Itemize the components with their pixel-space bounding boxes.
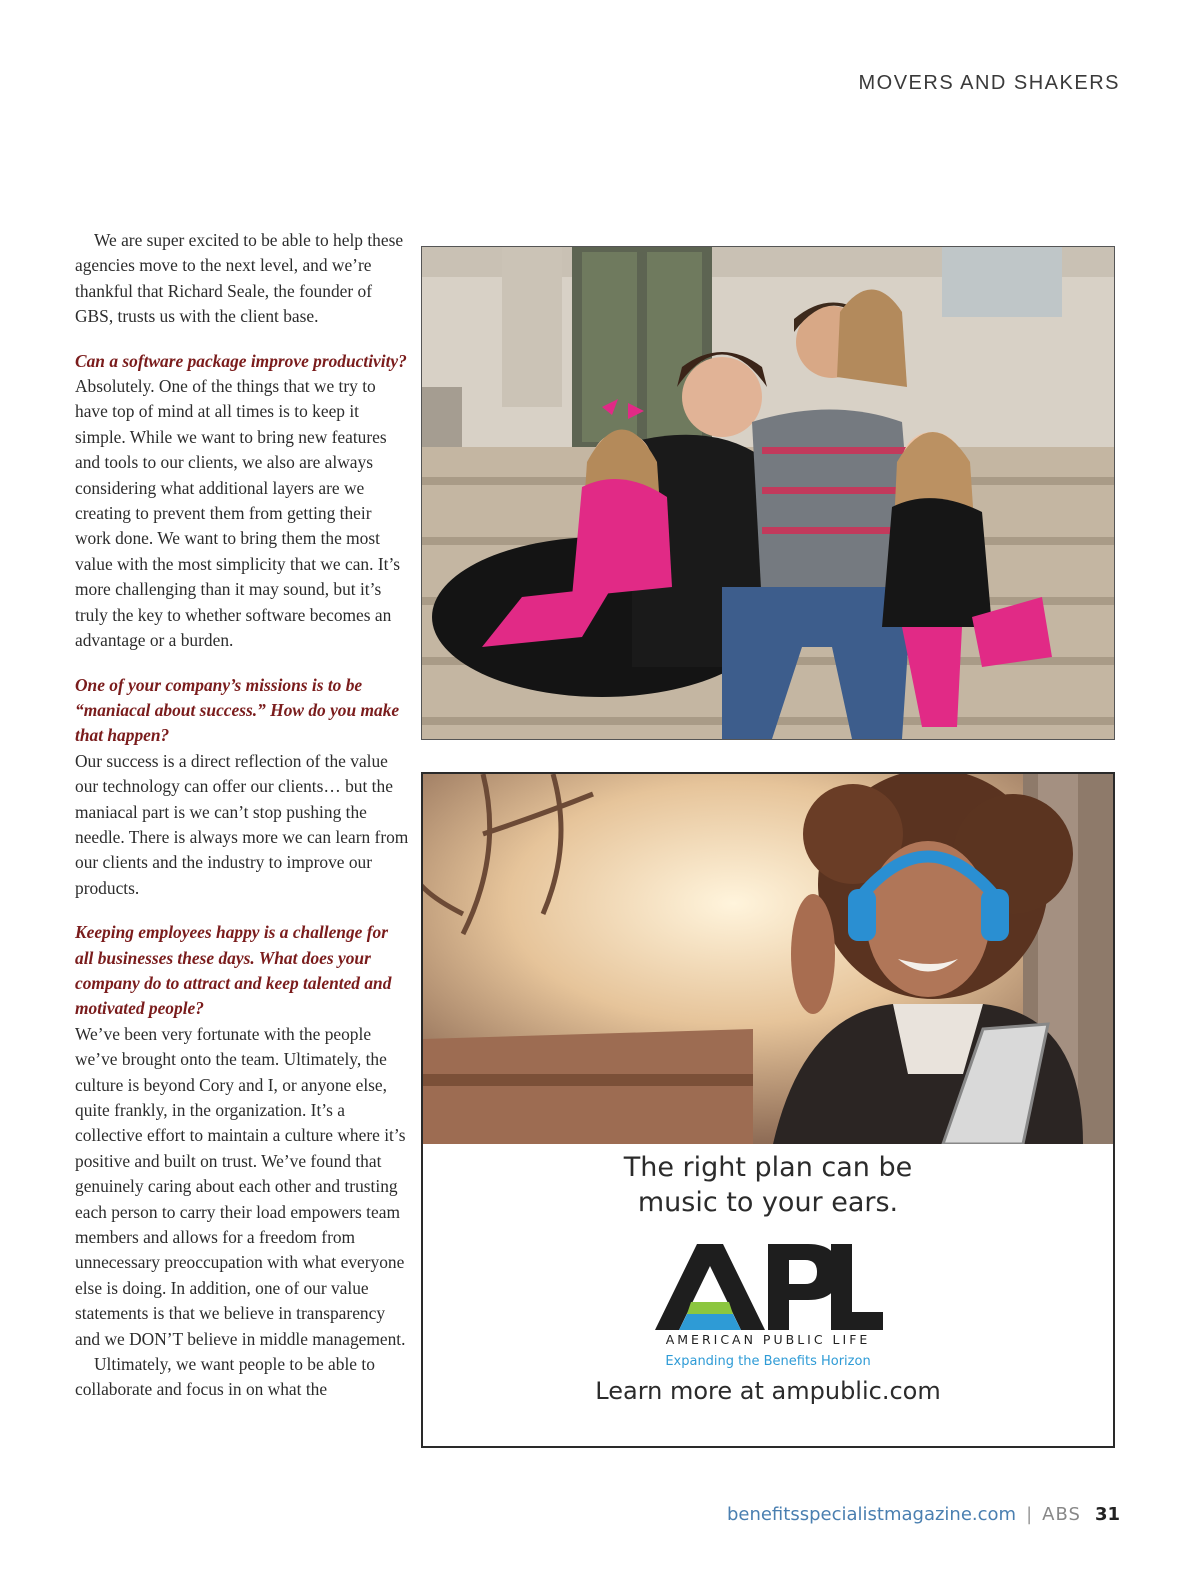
page-footer <box>727 1504 1120 1525</box>
interview-answer: Our success is a direct reflection of the value our technology can offer our clients… but the maniacal part is we can’t stop pushing the needle. There is always more we can learn from our clients and the industry to improve our products. <box>75 750 409 898</box>
ad-woman-headphones-photo <box>423 774 1113 1144</box>
ad-tagline <box>423 1150 1113 1220</box>
ad-tagline-line: The right plan can be <box>623 1152 913 1183</box>
interview-answer: We’ve been very fortunate with the people we’ve brought onto the team. Ultimately, the culture is beyond Cory and I, or anyone else, quite frankly, in the organization. It’s a collective effort to maintain a culture where it’s positive and built on trust. We’ve found that genuinely caring about each other and trusting each person to carry their load empowers team members and allows for a freedom from unnecessary preoccupation with what everyone else is doing. In addition, one of our value statements is that we believe in transparency and we DON’T believe in middle management. <box>75 1023 406 1349</box>
apl-logo <box>653 1242 885 1332</box>
footer-site-link[interactable]: benefitsspecialistmagazine.com <box>726 1504 1017 1525</box>
article-paragraph: We are super excited to be able to help these agencies move to the next level, and we’re thankful that Richard Seale, the founder of GBS, trusts us with the client base. <box>75 230 404 327</box>
page-number: 31 <box>1094 1504 1120 1525</box>
section-header: MOVERS AND SHAKERS <box>858 72 1120 94</box>
interview-question: Keeping employees happy is a challenge for all businesses these days. What does your company do to attract and keep talented and motivated people? <box>75 922 392 1019</box>
ad-tagline-line: music to your ears. <box>637 1187 899 1218</box>
interview-answer: Ultimately, we want people to be able to collaborate and focus in on what the <box>75 1354 375 1400</box>
footer-magazine: ABS <box>1042 1504 1081 1525</box>
interview-question: Can a software package improve productivity? <box>75 350 407 371</box>
footer-separator: | <box>1026 1504 1033 1525</box>
interview-answer: Absolutely. One of the things that we try to have top of mind at all times is to keep it simple. While we want to bring new features and tools to our clients, we also are always considering what additional layers are we creating to prevent them from getting their work done. We want to bring them the most value with the most simplicity that we can. It’s more challenging than it may sound, but it’s truly the key to whether software becomes an advantage or a burden. <box>75 376 401 651</box>
interview-question: One of your company’s missions is to be “maniacal about success.” How do you make that happen? <box>75 674 400 746</box>
apl-advertisement <box>421 772 1115 1448</box>
apl-slogan: Expanding the Benefits Horizon <box>665 1354 871 1369</box>
family-photo <box>421 246 1115 740</box>
apl-call-to-action: Learn more at ampublic.com <box>595 1377 941 1405</box>
article-column <box>75 228 410 1403</box>
apl-company-name: AMERICAN PUBLIC LIFE <box>665 1332 871 1347</box>
